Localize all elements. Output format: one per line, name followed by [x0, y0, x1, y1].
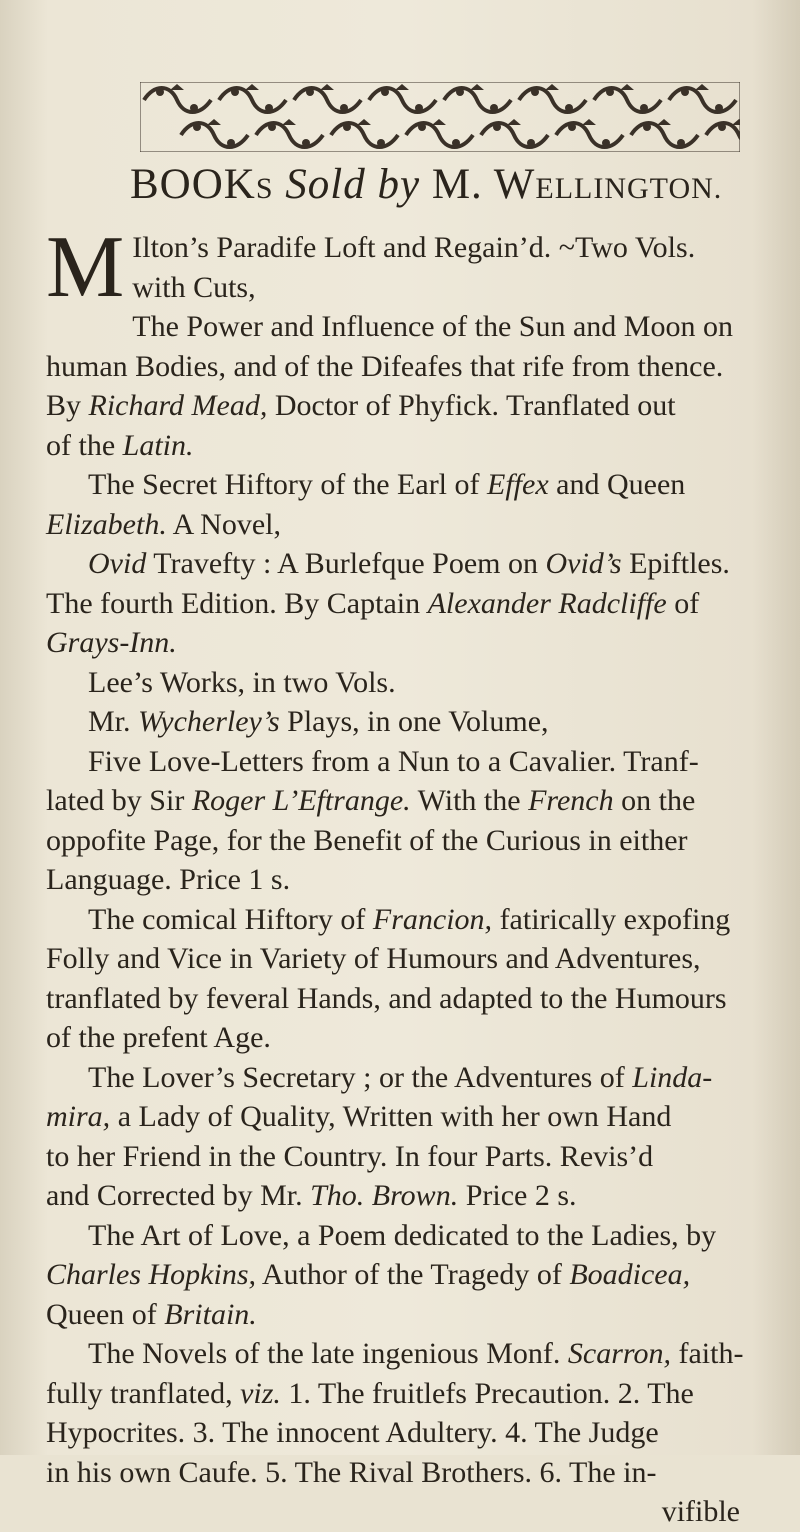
list-line: and Corrected by Mr. Tho. Brown. Price 2 s.: [46, 1179, 577, 1212]
list-item: The Lover’s Secretary ; or the Adventures of Linda-: [88, 1060, 713, 1094]
list-line: Folly and Vice in Variety of Humours and Adventures,: [46, 942, 701, 975]
list-line: fully tranflated, viz. 1. The fruitlefs Precaution. 2. The: [46, 1376, 694, 1410]
list-line: Hypocrites. 3. The innocent Adultery. 4. The Judge: [46, 1416, 659, 1449]
list-item: The comical Hiftory of Francion, fatirically expofing: [88, 902, 731, 936]
list-line: in his own Caufe. 5. The Rival Brothers. 6. The in-: [46, 1455, 657, 1489]
list-line: The fourth Edition. By Captain Alexander Radcliffe of: [46, 586, 700, 620]
list-item: The Secret Hiftory of the Earl of Effex and Queen: [88, 468, 686, 501]
list-item: The Novels of the late ingenious Monf. Scarron, faith-: [88, 1337, 744, 1370]
catchword: vifible: [661, 1495, 740, 1528]
list-line: Queen of Britain.: [46, 1297, 257, 1331]
list-line: Grays-Inn.: [46, 626, 177, 659]
page-heading: BOOKS Sold by M. WELLINGTON.: [130, 161, 723, 208]
list-line: Charles Hopkins, Author of the Tragedy of Boadicea,: [46, 1258, 691, 1291]
list-line: lated by Sir Roger L’Eftrange. With the French on the: [46, 784, 696, 817]
list-item: The Art of Love, a Poem dedicated to the Ladies, by: [88, 1218, 717, 1252]
list-item: Mr. Wycherley’s Plays, in one Volume,: [88, 705, 549, 738]
list-line: of the prefent Age.: [46, 1021, 271, 1054]
list-line: of the Latin.: [46, 428, 194, 462]
list-line: Language. Price 1 s.: [46, 863, 291, 896]
list-line: mira, a Lady of Quality, Written with her own Hand: [46, 1100, 672, 1133]
list-item: Lee’s Works, in two Vols.: [88, 665, 396, 699]
drop-cap: M: [46, 219, 125, 316]
list-item: Ovid Travefty : A Burlefque Poem on Ovid’s Epiftles.: [88, 547, 730, 580]
ornament-headpiece: [140, 82, 740, 152]
list-line: to her Friend in the Country. In four Parts. Revis’d: [46, 1139, 654, 1173]
list-line: Elizabeth. A Novel,: [46, 507, 281, 541]
list-item: M Ilton’s Paradife Loft and Regain’d. ~Two Vols. with Cuts,: [46, 219, 696, 316]
list-line: human Bodies, and of the Difeafes that rife from thence.: [46, 349, 724, 383]
list-item: Five Love-Letters from a Nun to a Cavalier. Tranf-: [88, 744, 699, 778]
list-item: The Power and Influence of the Sun and Moon on: [132, 310, 733, 343]
book-list: [46, 219, 746, 1532]
list-line: tranflated by feveral Hands, and adapted to the Humours: [46, 981, 727, 1015]
list-line: By Richard Mead, Doctor of Phyfick. Tranflated out: [46, 389, 676, 422]
list-line: oppofite Page, for the Benefit of the Curious in either: [46, 823, 688, 857]
